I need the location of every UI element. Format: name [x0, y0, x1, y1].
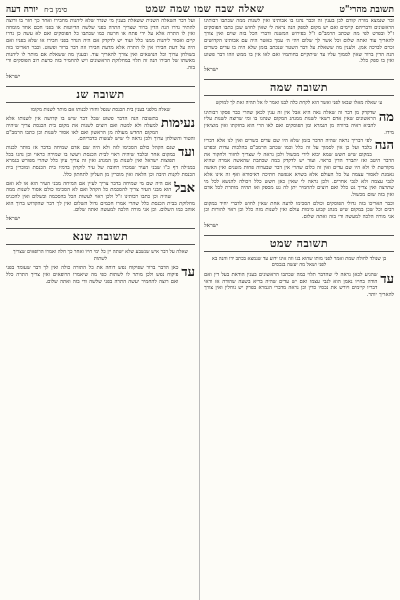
- opening-word: נעימות: [161, 116, 195, 132]
- opening-word: הנה: [374, 138, 394, 154]
- responsum-heading: תשובה שנ: [6, 86, 195, 103]
- continued-text: ובר שנמצא מורה קודם לכן בענין זה וכבר נהגו בו אבותינו ואין לשנות ממה שכתבו רבותינו הראשונים ודבריהם קיימים ואם יש מקום לספק הנה נראה לי שאין לחוש שכן כתבו הפוסקים ז"ל ובפרט לפי מה שכתב הרמב"ם ז"ל בפירוש המשנה ודברי הכל בזה שוים ואין צורך להאריך עוד ואתה שלום וכל אשר לך שלום ויהי ה׳ עמך כאשר היה עם אבותינו הקדושים זכרם לברכה אמן. ולענין מה ששאלת על דבר השטר שנכתב בזמן שלא היה בו עדים כשרים הנה הדין ברור שאין לסמוך עליו עד שיתקיים בחותמיו ואם לאו אין בו ממש וזהו דבר פשוט ואין בו ספק כלל.: [204, 18, 394, 65]
- signature: ישראל: [6, 73, 21, 80]
- opening-word: מה: [378, 109, 394, 125]
- paragraph: [204, 110, 394, 137]
- header-book-title: תשובת מהרי"ט: [339, 5, 394, 15]
- paragraph-text: שגם הקהל כולם הסכימו לזה ולא היה שם אדם שמיחה בדבר אז מותר לבנות במקום אחר ובלבד שיהיה ראוי לבית הכנסת ויעשו בו שמירה כראוי וכן נהגו בכל תפוצות ישראל ואין לשנות מן המנהג ואין זה צריך עיון כלל שהרי מפורש בגמרא במגילה דף כ"ו שבני העיר שמכרו רחובה של עיר לוקחין בדמיו בית הכנסת ומוכרין בית הכנסת לקנות תיבה וכן הלאה ואין מוכרין מן העליון לתחתון כלל.: [6, 145, 195, 178]
- header-label: שאלה: [234, 4, 265, 15]
- paragraph: [6, 265, 195, 285]
- responsum-heading: תשובה שמה: [204, 79, 394, 96]
- paragraph: [6, 116, 195, 143]
- opening-word: אבל: [174, 180, 195, 196]
- opening-word: עד: [380, 271, 394, 287]
- paragraph: [6, 181, 195, 215]
- paragraph: [204, 138, 394, 198]
- header-left-group: [6, 4, 70, 15]
- paragraph: [204, 272, 394, 299]
- continued-text: ועל דבר השאלה השנית ששאלת בענין מי שנדר שלא ליהנות מחבירו ואחר כך חזר בו ורוצה להתיר נדרו הנה הדין ברור שצריך התרה בפני שלשה הדיוטות או בפני חכם אחד מומחה ואין לו התרה אלא על ידי פתח או חרטה כמו שכתבו כל הפוסקים ואם לא עשה כן נדרו קיים ואסור ליהנות ממנו כלל ועוד יש לדקדק אם היה הנדר בפני חבירו או שלא בפניו ואם היה על דעת חבירו אין לו התרה אלא מדעת חבירו וזה דבר ברור ופשוט. וכבר האריכו בזה בשולחן ערוך וכל הנושאים ואין צורך להאריך עוד. ובענין מה ששאלת אם מותר לו ליהנות מאשתו של חבירו הנה זה תלוי במחלוקת הראשונים ויש להחמיר בזה כדעת רוב הפוסקים ודי בזה.: [6, 18, 195, 71]
- header-siman-range: שבה שמו שמה שמט: [145, 4, 235, 15]
- two-column-body: [6, 18, 394, 600]
- question-text: ע׳ שאלה מאלו שבאו לפני ואשר הוא לקחת כלה לבנו ואמר לו אל תהיה זאת לך למוקש: [215, 99, 383, 106]
- opening-word: עד: [181, 265, 195, 281]
- header-section-name: יורה דעה: [6, 5, 39, 15]
- signature: ישראל: [204, 222, 219, 229]
- paragraph-text: בתשובה הנה הדבר פשוט שכל דבר שיש בו קדושה אין לשנותו אלא למעלה ולא למטה ואם רוצים לשנות את מקום בית הכנסת צריך שיהיה המקום החדש מעולה מן הראשון ואם לאו אסור לשנות וכן כתבו הרמב"ם והטור והשולחן ערוך ולכן נראה לי שיש לעשות כדבריהם.: [6, 116, 195, 143]
- paragraph: וכבר האריכו בזה גדולי הפוסקים וכולם הסכימו לדעה אחת שאין לחוש לדברי יחיד במקום רבים וכל שכן במקום שיש מנהג קבוע מימות עולם ואין לשנות מזה כלל וכן ראוי להורות וכן אני מורה הלכה למעשה ודי בזה ואתה שלום.: [204, 200, 394, 221]
- paragraph-text: שהגיע לכאן נראה לי שהדבר תלוי במה שכתבו הראשונים בענין הודאת בעל דין ואם הודה בחייו נאמן הוא לגבי עצמו ואם יש עדים שהיה בריא בשעה שהודה אז ודאי דבריו קיימים ויורש את נכסיו כדין וכן נראה מדברי הגמרא בפרק יש נוחלין ואין צורך להאריך יותר.: [204, 271, 394, 299]
- responsum-heading: תשובה שמט: [204, 235, 394, 252]
- paragraph: [6, 145, 195, 179]
- question-text: שאלה על דבר איש שנשבע שלא ישתה יין כל ימי חייו ואחר כך חלה ואמרו הרופאים שצריך לשתות: [13, 249, 188, 262]
- paragraph-text: שדקדק מן דבר זה שאלה נאה היא אבל אין זה ענין לכאן שהרי כבר פסקו רבותינו הראשונים שאין אדם רשאי לשנות ממנהג המקום שנהגו בו ומי שרוצה לשנות עליו להביא ראיה ברורה מן הגמרא ומן הפוסקים ואם לאו הרי הוא בחזקתו ואין מוציאין מידו.: [204, 109, 394, 136]
- right-column: [200, 18, 394, 600]
- paragraph-text: כאן הדבר ברור שפיקוח נפש דוחה את כל התורה כולה ואין לך דבר שעומד בפני פיקוח נפש ולכן מותר לו לשתות כפי מה שיאמרו הרופאים ואין צריך התרה כלל ואם רוצה להחמיר יעשה התרה בפני שלשה ודי בזה ואתה שלום.: [6, 265, 179, 285]
- signature: ישראל: [6, 216, 21, 223]
- paragraph-text: לפי דבריך נראה שהיה הדבר בזמן שלא היו שם עדים כשרים ואין לנו אלא דבריו בלבד ועל כן אין לסמוך על זה כלל וכמו שכתב הרמב"ם בהלכות עדות ובפרט במקום שיש חשש שמא יבוא לידי מכשול ולכן נראה לי שצריך לחזור ולחקור את הדבר היטב ואז יתברר הדין כראוי. ועוד יש לדקדק במה שכתבת שהאשה אמרה שהיא מקודשת לו ולא היו שם עדים ואין זה כלום שהרי אין דבר שבערוה פחות משנים ואין האשה נאמנת לאסור עצמה על כל העולם אלא בשויא אנפשה חתיכה דאיסורא ואף זה אינו אלא לגבי עצמה ולא לגבי אחרים. ולכן נראה לי שאין כאן חשש כלל ויכולה להנשא לכל מי שתרצה ואין צריך גט כלל ואם רוצים להחמיר יתן לה גט מספק ואז תהיה מותרת לכל אדם ואין בזה שום מכשול.: [204, 138, 394, 198]
- header-siman-note: סימן ב׳ח: [44, 6, 68, 14]
- left-column: [6, 18, 200, 600]
- responsum-heading: תשובה שנא: [6, 228, 195, 245]
- paragraph-text: אם היה שם מי שמיחה בדבר צריך לעיין אם המיחה מבני העיר הוא או לא ואם הוא מבני העיר צריך להסכמת כל הקהל ואם לא הסכימו כולם אסור לשנות ממה שהיה וכן כתבו רבותינו ז"ל ולכן ראוי לעשות הכל בהסכמה ובשלום ואין להכניס מחלוקת בבית הכנסת כלל שהרי אמרו חכמים גדול השלום ואין לך דבר שהקדוש ברוך הוא אוהב כמו השלום. וכן אני מורה הלכה למעשה ואתה שלום.: [6, 180, 195, 214]
- question-text: בן שנולד לחולה שמת ואמר לפני מותו שהוא בנו וזה אינו ידוע עד שנמצא בכתב ידו והנה בא לפני ושאל מה יעשה בנכסים: [211, 255, 387, 269]
- running-header: [6, 4, 394, 17]
- header-section-numbers: [145, 4, 264, 15]
- question-text: שאלה מלפני בענין בית הכנסת שנפל וחזרו לבנותו אם מותר לשנות מקומו: [30, 106, 171, 113]
- opening-word: ועד: [178, 145, 195, 161]
- signature: ישראל: [204, 66, 219, 73]
